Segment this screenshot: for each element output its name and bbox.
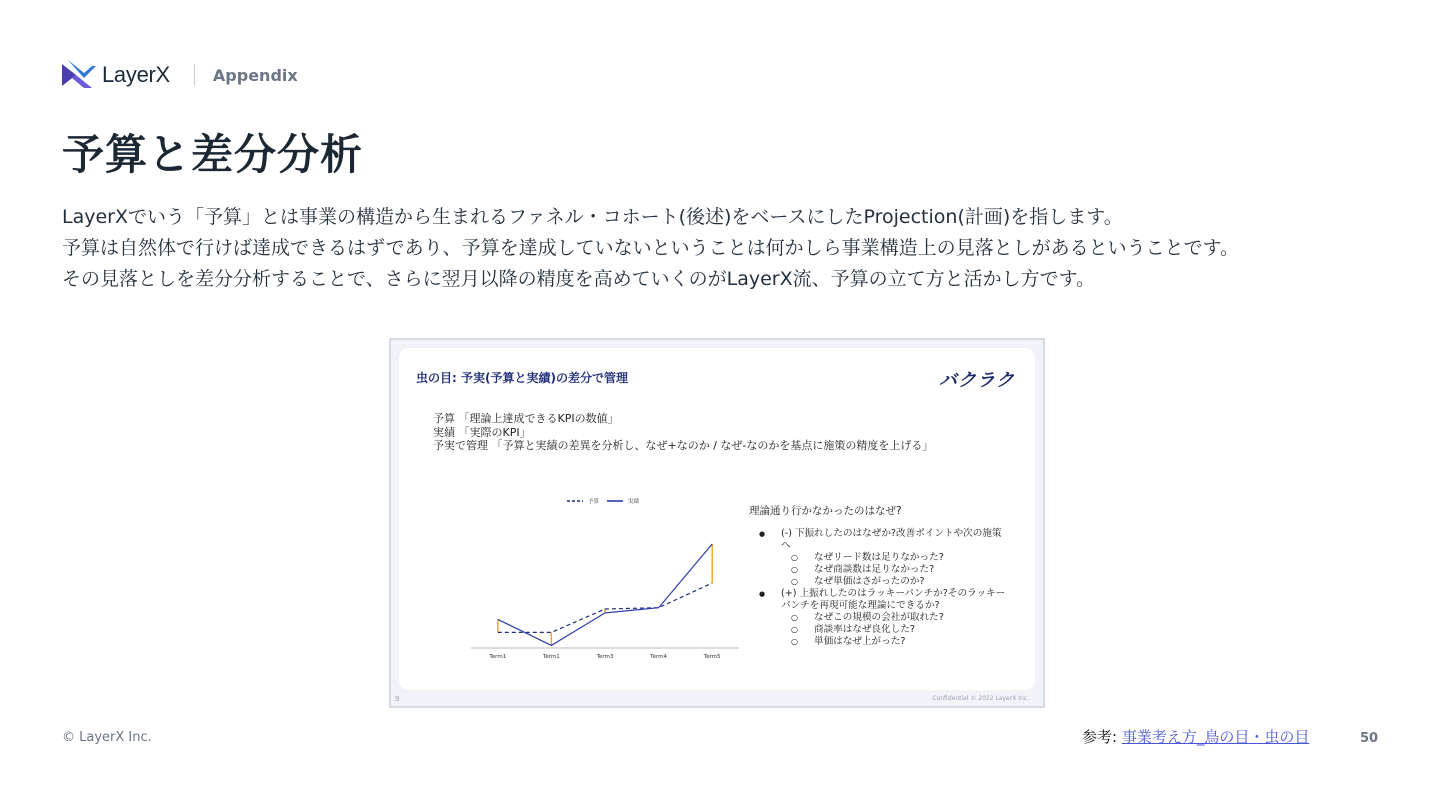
x-tick-label: Term1 xyxy=(542,654,560,660)
description xyxy=(62,202,1239,295)
definition-line: 予算 「理論上達成できるKPIの数値」 xyxy=(433,412,619,425)
budget-actual-line-chart xyxy=(449,478,749,668)
reference-label: 参考: xyxy=(1082,728,1118,746)
legend-label: 実績 xyxy=(628,499,640,505)
header xyxy=(62,60,298,90)
note-item: ● (-) 下振れしたのはなぜか?改善ポイントや次の施策へ xyxy=(749,528,1009,552)
page-title: 予算と差分分析 xyxy=(62,130,364,179)
description-line: 予算は自然体で行けば達成できるはずであり、予算を達成していないということは何かしら事業構造上の見落としがあるということです。 xyxy=(62,237,1240,259)
layerx-logo-icon xyxy=(62,60,96,90)
description-line: その見落としを差分分析することで、さらに翌月以降の精度を高めていくのがLayerX流、予算の立て方と活かし方です。 xyxy=(62,268,1096,290)
bakuraku-logo: バクラク xyxy=(939,370,1015,391)
slide-title: 虫の目: 予実(予算と実績)の差分で管理 xyxy=(416,371,628,385)
note-subitem: ○ なぜ単価はさがったのか? xyxy=(749,576,1009,588)
slide-page-number: 9 xyxy=(395,695,400,703)
slide-confidential: Confidential © 2022 LayerX Inc. xyxy=(932,695,1029,702)
notes-question: 理論通り行かなかったのはなぜ? xyxy=(749,505,902,517)
x-tick-label: Term5 xyxy=(703,654,721,660)
definition-line: 実績 「実際のKPI」 xyxy=(433,425,531,439)
slide-card xyxy=(399,348,1035,690)
x-tick-label: Term1 xyxy=(489,654,507,660)
reference-slide-image xyxy=(389,338,1045,708)
x-tick-label: Term4 xyxy=(650,654,668,660)
note-subitem: ○ 単価はなぜ上がった? xyxy=(749,636,1009,648)
note-subitem: ○ なぜ商談数は足りなかった? xyxy=(749,564,1009,576)
series-line-1 xyxy=(498,583,712,632)
analysis-notes xyxy=(749,503,1009,648)
brand-name: LayerX xyxy=(102,62,170,87)
description-line: LayerXでいう「予算」とは事業の構造から生まれるファネル・コホート(後述)をベースにしたProjection(計画)を指します。 xyxy=(62,206,1123,228)
note-subitem: ○ 商談率はなぜ良化した? xyxy=(749,624,1009,636)
legend-label: 予算 xyxy=(588,499,600,505)
definitions xyxy=(433,412,933,453)
x-tick-label: Term3 xyxy=(596,654,614,660)
header-divider xyxy=(194,64,195,86)
reference xyxy=(1082,726,1309,747)
series-line-2 xyxy=(498,544,712,645)
definition-line: 予実で管理 「予算と実績の差異を分析し、なぜ+なのか / なぜ-なのかを基点に施策の精度を上げる」 xyxy=(433,439,934,452)
note-subitem: ○ なぜリード数は足りなかった? xyxy=(749,552,1009,564)
section-label: Appendix xyxy=(212,65,298,85)
page-number: 50 xyxy=(1360,731,1379,746)
copyright: © LayerX Inc. xyxy=(62,730,152,745)
note-item: ● (+) 上振れしたのはラッキーパンチか?そのラッキーパンチを再現可能な理論にできるか? xyxy=(749,588,1009,612)
reference-link[interactable]: 事業考え方_鳥の目・虫の目 xyxy=(1121,728,1310,746)
note-subitem: ○ なぜこの規模の会社が取れた? xyxy=(749,612,1009,624)
